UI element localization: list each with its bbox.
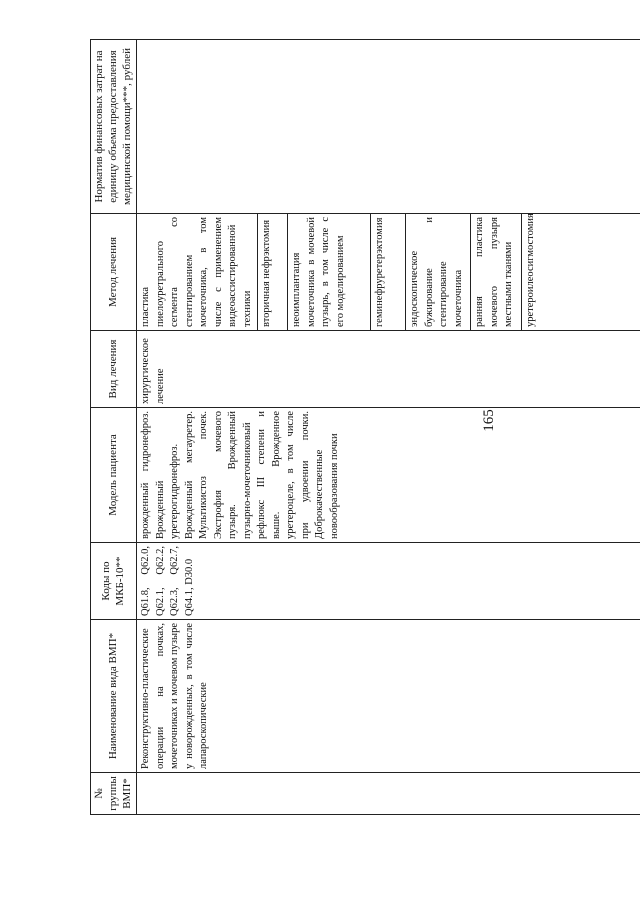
vmp-table <box>90 39 640 815</box>
header-cost-norm: Норматив финансовых затрат на единицу объема предоставления медицинской помощи***, рублей <box>91 40 137 214</box>
cell-patient-model: врожденный гидронефроз. Врожденный уретерогидронефроз. Врожденный мегауретер. Мультикистоз почек. Экстрофия мочевого пузыря. Врожденный пузырно-мочеточниковый рефлюкс III степени и выше. Врожденное уретероцеле, в том числе при удвоении почки. Доброкачественные новообразования почки <box>137 408 640 543</box>
method-item: ранняя пластика мочевого пузыря местными тканями <box>471 214 522 330</box>
header-group-no: № группы ВМП* <box>91 773 137 815</box>
header-row <box>91 40 137 815</box>
header-treatment-method: Метод лечения <box>91 214 137 331</box>
method-item: эндоскопическое бужирование и стентирование мочеточника <box>406 214 471 330</box>
method-item: неоимплантация мочеточника в мочевой пузырь, в том числе с его моделированием <box>288 214 371 330</box>
cell-cost-norm <box>137 40 640 214</box>
cell-treatment-type: хирургическое лечение <box>137 331 640 408</box>
cell-treatment-methods <box>137 214 640 331</box>
header-vmp-name: Наименование вида ВМП* <box>91 620 137 773</box>
header-patient-model: Модель пациента <box>91 408 137 543</box>
method-item: геминефруретерэктомия <box>371 214 406 330</box>
table-row <box>137 40 640 815</box>
method-item: вторичная нефрэктомия <box>258 214 288 330</box>
header-icd-codes: Коды по МКБ-10** <box>91 543 137 620</box>
rotated-table-container <box>90 40 640 815</box>
cell-group-no <box>137 773 640 815</box>
header-treatment-type: Вид лечения <box>91 331 137 408</box>
method-item: пластика пиелоуретрального сегмента со стентированием мочеточника, в том числе с применением видеоассистированной техники <box>137 214 258 330</box>
cell-vmp-name: Реконструктивно-пластические операции на почках, мочеточниках и мочевом пузыре у новорожденных, в том числе лапароскопические <box>137 620 640 773</box>
cell-icd-codes: Q61.8, Q62.0, Q62.1, Q62.2, Q62.3, Q62.7, Q64.1, D30.0 <box>137 543 640 620</box>
page-number: 165 <box>480 409 497 432</box>
method-item: уретероилеосигмостомия <box>525 213 537 327</box>
